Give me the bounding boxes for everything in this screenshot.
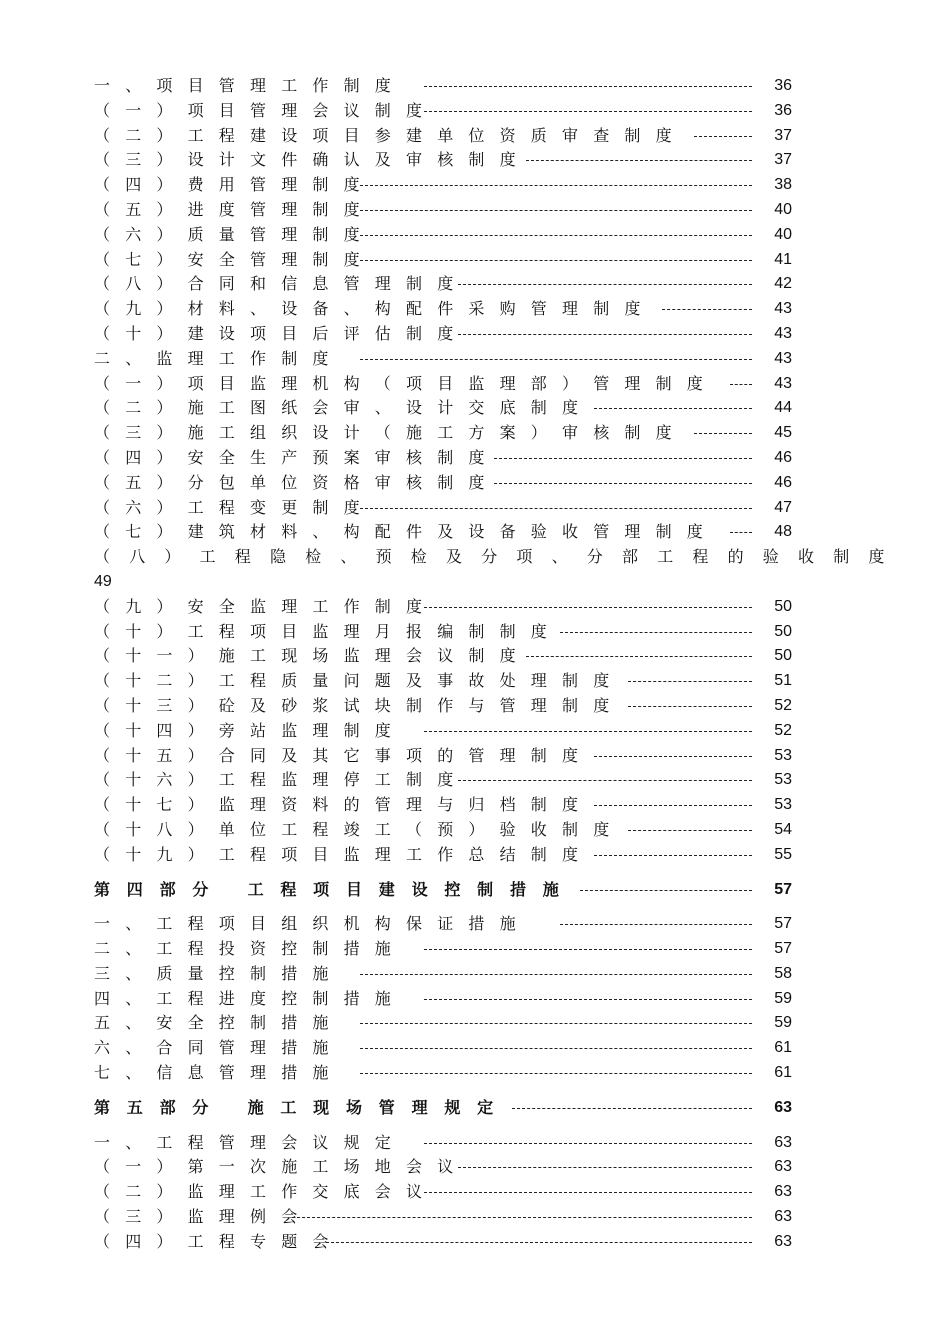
toc-entry-title: （十九）工程项目监理工作总结制度 — [94, 844, 594, 864]
toc-page-number: 38 — [774, 176, 792, 194]
toc-page-number: 45 — [774, 424, 792, 442]
toc-page-number: 37 — [774, 126, 792, 144]
toc-entry-title: 一、工程管理会议规定 — [94, 1132, 407, 1152]
toc-dot-leader — [662, 309, 752, 310]
toc-entry[interactable] — [94, 496, 794, 521]
toc-part-heading[interactable] — [94, 878, 794, 903]
toc-dot-leader — [360, 210, 752, 211]
toc-page-number: 42 — [774, 275, 792, 293]
toc-entry[interactable] — [94, 912, 794, 937]
toc-entry-title: （四）费用管理制度 — [94, 175, 375, 195]
toc-dot-leader — [494, 458, 752, 459]
toc-dot-leader — [730, 384, 752, 385]
toc-dot-leader — [694, 136, 752, 137]
toc-dot-leader — [594, 855, 752, 856]
toc-page-number: 50 — [774, 647, 792, 665]
toc-part-heading[interactable] — [94, 1096, 794, 1121]
toc-entry[interactable] — [94, 962, 794, 987]
toc-entry[interactable] — [94, 1180, 794, 1205]
toc-page-number: 53 — [774, 771, 792, 789]
toc-entry-title: （九）材料、设备、构配件采购管理制度 — [94, 299, 656, 319]
toc-entry[interactable] — [94, 987, 794, 1012]
toc-entry-title: （十八）单位工程竣工（预）验收制度 — [94, 819, 625, 839]
toc-entry[interactable] — [94, 198, 794, 223]
toc-entry[interactable] — [94, 347, 794, 372]
toc-entry[interactable] — [94, 124, 794, 149]
toc-page-number: 54 — [774, 820, 792, 838]
toc-dot-leader — [458, 284, 752, 285]
toc-dot-leader — [694, 433, 752, 434]
toc-entry-title: （二）监理工作交底会议 — [94, 1182, 438, 1202]
toc-entry[interactable] — [94, 421, 794, 446]
toc-page-number: 63 — [774, 1098, 792, 1116]
toc-entry[interactable] — [94, 322, 794, 347]
toc-entry-title: （一）项目管理会议制度 — [94, 100, 438, 120]
toc-entry[interactable] — [94, 595, 794, 620]
toc-entry-title: 六、合同管理措施 — [94, 1038, 344, 1058]
toc-entry[interactable] — [94, 1155, 794, 1180]
toc-entry[interactable] — [94, 1230, 794, 1255]
toc-page-number: 63 — [774, 1232, 792, 1250]
toc-entry-title: 二、监理工作制度 — [94, 348, 344, 368]
toc-entry[interactable] — [94, 937, 794, 962]
toc-entry[interactable] — [94, 173, 794, 198]
toc-page-number: 61 — [774, 1039, 792, 1057]
toc-entry-title: （十）工程项目监理月报编制制度 — [94, 621, 563, 641]
toc-entry-title: （三）监理例会 — [94, 1207, 313, 1227]
toc-dot-leader — [628, 706, 752, 707]
toc-dot-leader — [526, 160, 752, 161]
toc-entry-title: （二）工程建设项目参建单位资质审查制度 — [94, 125, 687, 145]
toc-page-number: 50 — [774, 597, 792, 615]
toc-page-number: 40 — [774, 225, 792, 243]
toc-dot-leader — [292, 1217, 752, 1218]
toc-dot-leader — [560, 632, 752, 633]
toc-entry-title: （一）项目监理机构（项目监理部）管理制度 — [94, 373, 719, 393]
toc-dot-leader — [730, 532, 752, 533]
toc-page-number: 53 — [774, 746, 792, 764]
toc-page-number: 61 — [774, 1064, 792, 1082]
toc-entry[interactable] — [94, 620, 794, 645]
toc-page-number: 63 — [774, 1208, 792, 1226]
toc-entry-title: 七、信息管理措施 — [94, 1063, 344, 1083]
toc-entry[interactable] — [94, 272, 794, 297]
toc-entry-title: （十六）工程监理停工制度 — [94, 770, 469, 790]
toc-dot-leader — [458, 1167, 752, 1168]
toc-page-number: 43 — [774, 374, 792, 392]
toc-entry[interactable] — [94, 1011, 794, 1036]
toc-dot-leader — [594, 756, 752, 757]
toc-page-number: 43 — [774, 349, 792, 367]
toc-entry-title: 第五部分 施工现场管理规定 — [94, 1097, 510, 1117]
toc-page-number: 63 — [774, 1183, 792, 1201]
toc-entry[interactable] — [94, 471, 794, 496]
toc-entry-title: （九）安全监理工作制度 — [94, 596, 438, 616]
toc-entry[interactable] — [94, 446, 794, 471]
toc-entry-title: （三）施工组织设计（施工方案）审核制度 — [94, 423, 687, 443]
toc-entry-title: 五、安全控制措施 — [94, 1013, 344, 1033]
toc-entry-title: （八）工程隐检、预检及分项、分部工程的验收制度 — [94, 547, 904, 567]
toc-entry-title: （二）施工图纸会审、设计交底制度 — [94, 398, 594, 418]
toc-entry-title: （十一）施工现场监理会议制度 — [94, 646, 531, 666]
toc-entry-title: （一）第一次施工场地会议 — [94, 1157, 469, 1177]
toc-dot-leader — [360, 260, 752, 261]
toc-entry-title: （三）设计文件确认及审核制度 — [94, 150, 531, 170]
toc-entry-title: （五）分包单位资格审核制度 — [94, 472, 500, 492]
toc-page-number: 59 — [774, 1014, 792, 1032]
toc-entry-title: （十四）旁站监理制度 — [94, 720, 407, 740]
toc-page-number: 47 — [774, 498, 792, 516]
toc-page-number: 63 — [774, 1158, 792, 1176]
toc-entry[interactable] — [94, 818, 794, 843]
toc-entry[interactable] — [94, 297, 794, 322]
toc-entry[interactable] — [94, 843, 794, 868]
toc-entry-title: （十二）工程质量问题及事故处理制度 — [94, 671, 625, 691]
toc-dot-leader — [494, 483, 752, 484]
toc-dot-leader — [360, 185, 752, 186]
toc-page-number: 48 — [774, 523, 792, 541]
toc-entry[interactable] — [94, 148, 794, 173]
toc-entry[interactable] — [94, 719, 794, 744]
toc-dot-leader — [628, 830, 752, 831]
toc-page-number: 40 — [774, 200, 792, 218]
toc-page-number: 43 — [774, 324, 792, 342]
toc-page-number: 36 — [774, 77, 792, 94]
toc-entry[interactable] — [94, 793, 794, 818]
toc-dot-leader — [560, 924, 752, 925]
toc-page-number: 43 — [774, 300, 792, 318]
toc-page-number: 51 — [774, 672, 792, 690]
toc-entry-title: （五）进度管理制度 — [94, 199, 375, 219]
toc-page-number: 57 — [774, 880, 792, 898]
toc-entry-title: （十七）监理资料的管理与归档制度 — [94, 795, 594, 815]
toc-entry-title: 三、质量控制措施 — [94, 963, 344, 983]
toc-entry[interactable] — [94, 248, 794, 273]
toc-entry[interactable] — [94, 768, 794, 793]
toc-dot-leader — [424, 111, 752, 112]
toc-entry-title: （六）工程变更制度 — [94, 497, 375, 517]
toc-entry[interactable] — [94, 1061, 794, 1086]
toc-dot-leader — [424, 731, 752, 732]
toc-page-number: 36 — [774, 101, 792, 119]
toc-dot-leader — [424, 999, 752, 1000]
toc-page-number: 44 — [774, 399, 792, 417]
toc-entry[interactable] — [94, 223, 794, 248]
toc-dot-leader — [360, 1023, 752, 1024]
toc-entry-title: （十三）砼及砂浆试块制作与管理制度 — [94, 695, 625, 715]
toc-dot-leader — [458, 780, 752, 781]
toc-page-number: 50 — [774, 622, 792, 640]
toc-dot-leader — [360, 1048, 752, 1049]
toc-entry-title: （六）质量管理制度 — [94, 224, 375, 244]
toc-entry-title: 四、工程进度控制措施 — [94, 988, 407, 1008]
toc-dot-leader — [512, 1108, 752, 1109]
toc-dot-leader — [424, 1143, 752, 1144]
toc-dot-leader — [424, 1192, 752, 1193]
toc-entry[interactable] — [94, 74, 794, 99]
toc-page-number: 63 — [774, 1133, 792, 1151]
toc-entry-title: （四）安全生产预案审核制度 — [94, 447, 500, 467]
toc-entry-title: 二、工程投资控制措施 — [94, 939, 407, 959]
toc-entry-title: 第四部分 工程项目建设控制措施 — [94, 879, 576, 899]
toc-entry[interactable] — [94, 644, 794, 669]
toc-dot-leader — [360, 235, 752, 236]
toc-page-number: 55 — [774, 845, 792, 863]
toc-entry[interactable] — [94, 545, 904, 595]
toc-entry[interactable] — [94, 744, 794, 769]
toc-dot-leader — [360, 974, 752, 975]
toc-entry-title: （十）建设项目后评估制度 — [94, 323, 469, 343]
toc-entry-title: （八）合同和信息管理制度 — [94, 274, 469, 294]
toc-page-number: 57 — [774, 915, 792, 933]
toc-entry-title: （十五）合同及其它事项的管理制度 — [94, 745, 594, 765]
toc-page-number: 46 — [774, 448, 792, 466]
table-of-contents — [94, 74, 904, 1255]
toc-dot-leader — [360, 359, 752, 360]
toc-page-number: 46 — [774, 473, 792, 491]
toc-dot-leader — [594, 805, 752, 806]
toc-page-number: 49 — [94, 572, 112, 590]
toc-dot-leader — [424, 86, 752, 87]
toc-dot-leader — [326, 1242, 752, 1243]
toc-entry[interactable] — [94, 372, 794, 397]
toc-entry[interactable] — [94, 1205, 794, 1230]
toc-page-number: 41 — [774, 250, 792, 268]
toc-dot-leader — [458, 334, 752, 335]
toc-dot-leader — [424, 607, 752, 608]
toc-entry-title: （四）工程专题会 — [94, 1231, 344, 1251]
toc-entry[interactable] — [94, 520, 794, 545]
toc-page-number: 59 — [774, 989, 792, 1007]
toc-dot-leader — [360, 1073, 752, 1074]
toc-dot-leader — [360, 508, 752, 509]
toc-entry[interactable] — [94, 396, 794, 421]
toc-page-number: 52 — [774, 721, 792, 739]
toc-page-number: 37 — [774, 151, 792, 169]
toc-entry[interactable] — [94, 669, 794, 694]
toc-page-number: 58 — [774, 964, 792, 982]
toc-dot-leader — [526, 656, 752, 657]
toc-page-number: 52 — [774, 696, 792, 714]
toc-entry-title: 一、项目管理工作制度 — [94, 76, 407, 95]
toc-entry[interactable] — [94, 99, 794, 124]
toc-entry-title: 一、工程项目组织机构保证措施 — [94, 914, 531, 934]
toc-entry[interactable] — [94, 1131, 794, 1156]
toc-dot-leader — [580, 890, 752, 891]
toc-entry-title: （七）建筑材料、构配件及设备验收管理制度 — [94, 522, 719, 542]
toc-entry[interactable] — [94, 694, 794, 719]
toc-dot-leader — [424, 949, 752, 950]
toc-page-number: 53 — [774, 796, 792, 814]
toc-page-number: 57 — [774, 940, 792, 958]
toc-dot-leader — [628, 681, 752, 682]
toc-entry-title: （七）安全管理制度 — [94, 249, 375, 269]
toc-dot-leader — [594, 408, 752, 409]
toc-entry[interactable] — [94, 1036, 794, 1061]
